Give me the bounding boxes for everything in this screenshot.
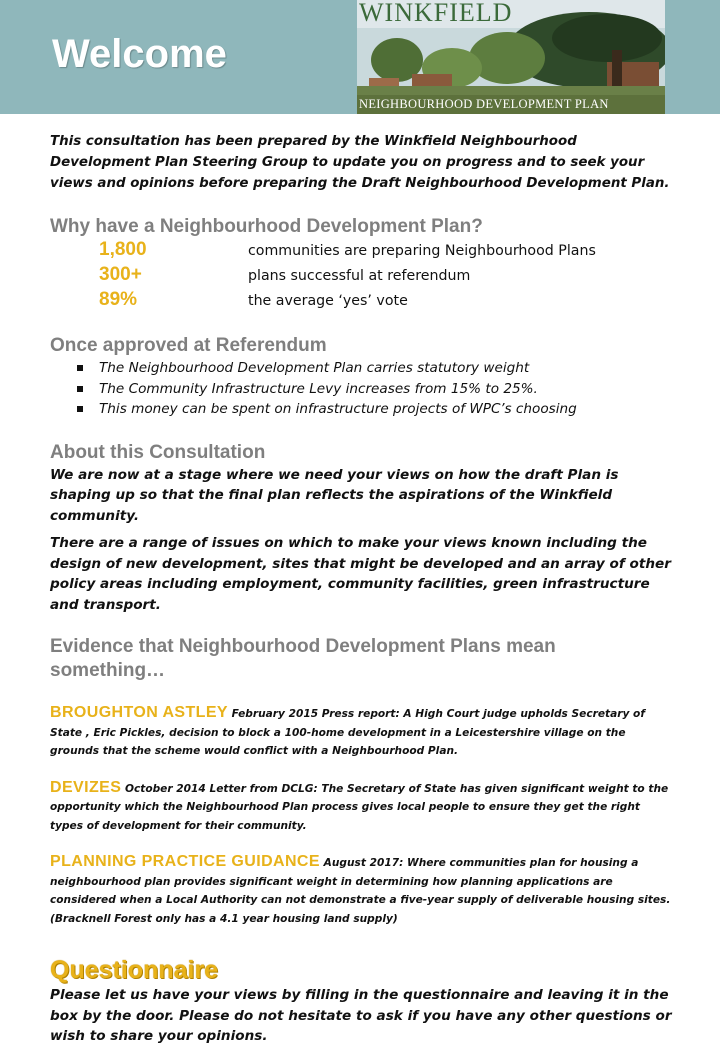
logo-subtitle: NEIGHBOURHOOD DEVELOPMENT PLAN bbox=[359, 97, 609, 111]
list-item bbox=[77, 399, 672, 420]
questionnaire-text: Please let us have your views by filling in the questionnaire and leaving it in the box by the door. Please do not hesitate to ask if you have any other questions or wish to share your opinions. bbox=[50, 987, 672, 1044]
list-item-text: The Community Infrastructure Levy increases from 15% to 25%. bbox=[99, 380, 538, 397]
list-item bbox=[77, 358, 672, 379]
consultation-heading: About this Consultation bbox=[50, 441, 266, 463]
why-heading: Why have a Neighbourhood Development Plan? bbox=[50, 216, 483, 237]
evidence-item bbox=[50, 779, 672, 836]
stat-row bbox=[50, 239, 672, 264]
bullet-icon bbox=[77, 365, 83, 371]
list-item-text: This money can be spent on infrastructure projects of WPC’s choosing bbox=[99, 401, 577, 417]
stat-row bbox=[50, 264, 672, 289]
stat-text: the average ‘yes’ vote bbox=[248, 293, 408, 309]
stat-text: communities are preparing Neighbourhood Plans bbox=[248, 243, 596, 259]
bullet-icon bbox=[77, 386, 83, 392]
stats-list bbox=[50, 239, 672, 314]
evidence-text: October 2014 Letter from DCLG: The Secretary of State has given significant weight to the opportunity which the Neighbourhood Plan process gives local people to ensure they get the right types of development for their community. bbox=[50, 782, 669, 832]
winkfield-logo bbox=[357, 0, 665, 114]
logo-title: WINKFIELD bbox=[359, 0, 513, 27]
evidence-name: DEVIZES bbox=[50, 778, 122, 796]
evidence-name: BROUGHTON ASTLEY bbox=[50, 704, 228, 721]
evidence-item bbox=[50, 704, 672, 761]
consultation-paragraph-1: We are now at a stage where we need your views on how the draft Plan is shaping up so that the final plan reflects the aspirations of the Winkfield community. bbox=[50, 466, 619, 524]
stat-number: 300+ bbox=[99, 264, 142, 285]
evidence-item bbox=[50, 853, 672, 928]
stat-number: 1,800 bbox=[99, 239, 147, 260]
evidence-text: February 2015 Press report: A High Court judge upholds Secretary of State , Eric Pickles, decision to block a 100-home development in a Leicestershire village on the grounds that the scheme would conflict with a Neighbourhood Plan. bbox=[50, 708, 645, 757]
evidence-heading: Evidence that Neighbourhood Development Plans mean something… bbox=[50, 636, 556, 681]
list-item bbox=[77, 379, 672, 400]
list-item-text: The Neighbourhood Development Plan carries statutory weight bbox=[99, 360, 530, 376]
referendum-list bbox=[50, 358, 672, 420]
main-content bbox=[50, 131, 672, 1047]
evidence-name: PLANNING PRACTICE GUIDANCE bbox=[50, 853, 320, 870]
consultation-paragraph-2: There are a range of issues on which to make your views known including the design of new development, sites that might be developed and an array of other policy areas including employment, community facilities, green infrastructure and transport. bbox=[50, 535, 671, 613]
stat-number: 89% bbox=[99, 289, 138, 310]
stat-text: plans successful at referendum bbox=[248, 268, 471, 284]
bullet-icon bbox=[77, 406, 83, 412]
referendum-heading: Once approved at Referendum bbox=[50, 335, 327, 356]
questionnaire-heading: Questionnaire bbox=[50, 956, 219, 984]
page-title: Welcome bbox=[52, 32, 227, 76]
intro-paragraph: This consultation has been prepared by the Winkfield Neighbourhood Development Plan Steering Group to update you on progress and to seek your views and opinions before preparing the Draft Neighbourhood Development Plan. bbox=[50, 134, 670, 191]
evidence-text: August 2017: Where communities plan for housing a neighbourhood plan provides significant weight in determining how planning applications are considered when a Local Authority can not demonstrate a five-year supply of deliverable housing sites. (Bracknell Forest only has a 4.1 year housing land supply) bbox=[50, 857, 671, 925]
stat-row bbox=[50, 289, 672, 314]
